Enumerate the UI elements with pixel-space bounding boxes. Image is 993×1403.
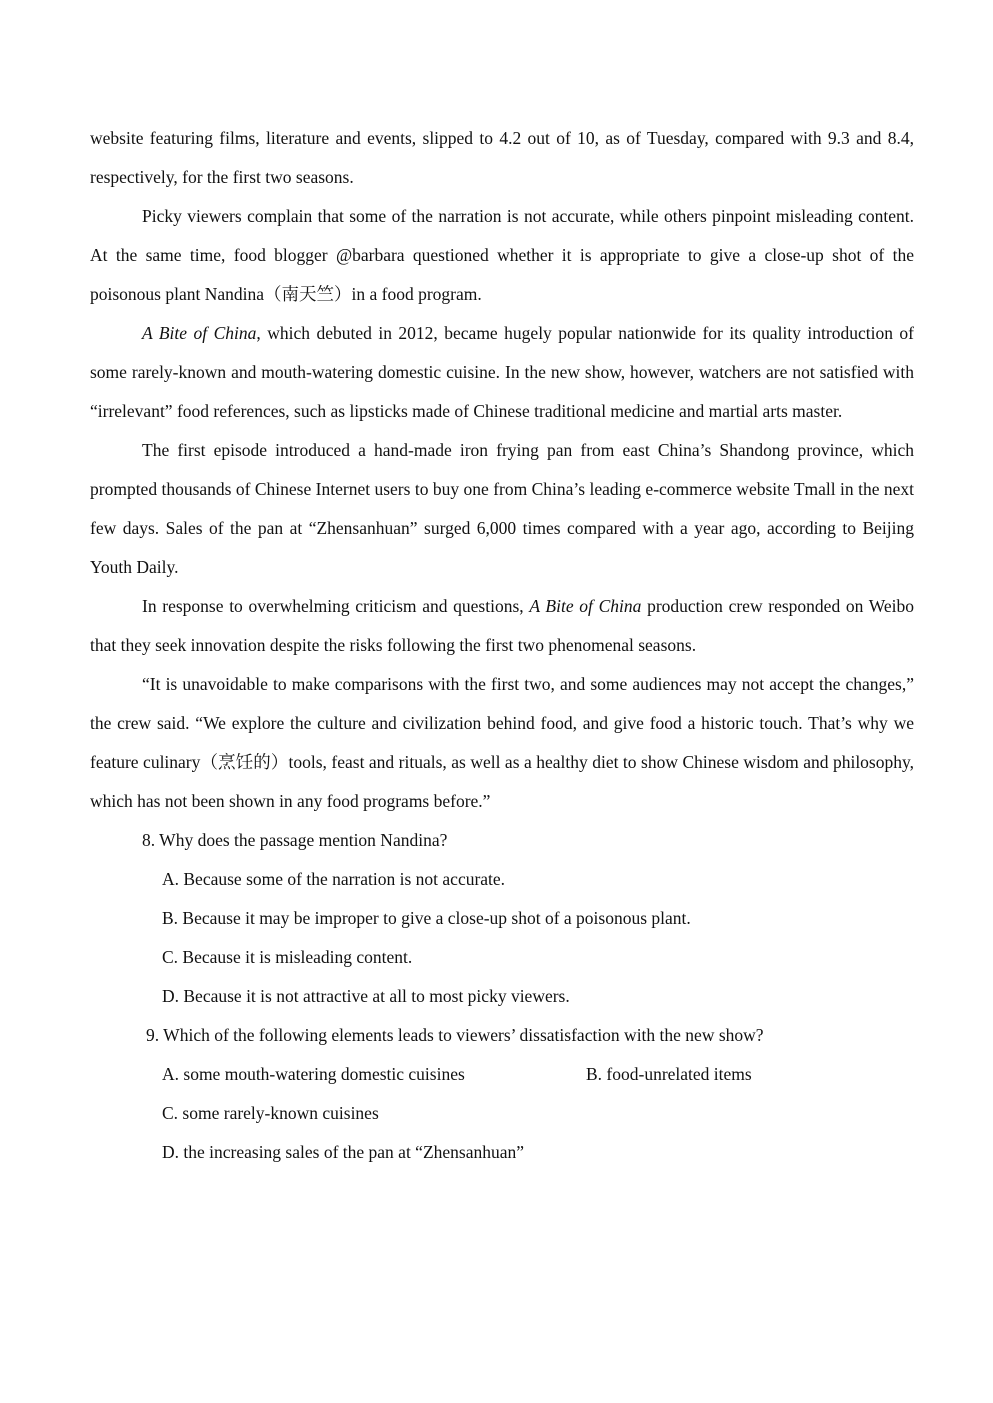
show-title: A Bite of China — [529, 596, 642, 616]
paragraph-text: In response to overwhelming criticism and questions, — [142, 596, 530, 616]
paragraph-picky-viewers: Picky viewers complain that some of the narration is not accurate, while others pinpoint misleading content. At the same time, food blogger @barbara questioned whether it is appropriate to give a close-up shot of the poisonous plant Nandina（南天竺）in a food program. — [90, 206, 914, 304]
option-d: D. Because it is not attractive at all to most picky viewers. — [162, 986, 570, 1006]
document-page — [90, 119, 914, 1172]
question-stem: 9. Which of the following elements leads to viewers’ dissatisfaction with the new show? — [146, 1025, 764, 1045]
paragraph-crew-quote: “It is unavoidable to make comparisons with the first two, and some audiences may not accept the changes,” the crew said. “We explore the culture and civilization behind food, and give food a historic touch. That’s why we feature culinary（烹饪的）tools, feast and rituals, as well as a healthy diet to show Chinese wisdom and philosophy, which has not been shown in any food programs before.” — [90, 674, 914, 811]
option-b: B. Because it may be improper to give a close-up shot of a poisonous plant. — [162, 908, 691, 928]
option-d: D. the increasing sales of the pan at “Zhensanhuan” — [162, 1142, 525, 1162]
option-a: A. some mouth-watering domestic cuisines — [162, 1064, 465, 1084]
option-a: A. Because some of the narration is not accurate. — [162, 869, 506, 889]
option-row — [90, 1055, 914, 1094]
option-b: B. food-unrelated items — [586, 1064, 752, 1084]
question-9 — [90, 1016, 914, 1172]
paragraph-frying-pan: The first episode introduced a hand-made iron frying pan from east China’s Shandong province, which prompted thousands of Chinese Internet users to buy one from China’s leading e-commerce website Tmall in the next few days. Sales of the pan at “Zhensanhuan” surged 6,000 times compared with a year ago, according to Beijing Youth Daily. — [90, 440, 914, 577]
paragraph-continued: website featuring films, literature and events, slipped to 4.2 out of 10, as of Tuesday, compared with 9.3 and 8.4, respectively, for the first two seasons. — [90, 128, 914, 187]
show-title: A Bite of China — [142, 323, 257, 343]
option-c: C. some rarely-known cuisines — [162, 1103, 379, 1123]
paragraph-text: production crew responded on Weibo that they seek innovation despite the risks following the first two phenomenal seasons. — [90, 596, 915, 655]
option-c: C. Because it is misleading content. — [162, 947, 413, 967]
paragraph-bite-of-china-debut — [90, 314, 914, 431]
paragraph-text: , which debuted in 2012, became hugely popular nationwide for its quality introduction of some rarely-known and mouth-watering domestic cuisine. In the new show, however, watchers are not satisfied with “irrelevant” food references, such as lipsticks made of Chinese traditional medicine and martial arts master. — [90, 323, 914, 421]
question-8 — [90, 821, 914, 1016]
paragraph-crew-response — [90, 587, 914, 665]
question-stem: 8. Why does the passage mention Nandina? — [142, 830, 448, 850]
